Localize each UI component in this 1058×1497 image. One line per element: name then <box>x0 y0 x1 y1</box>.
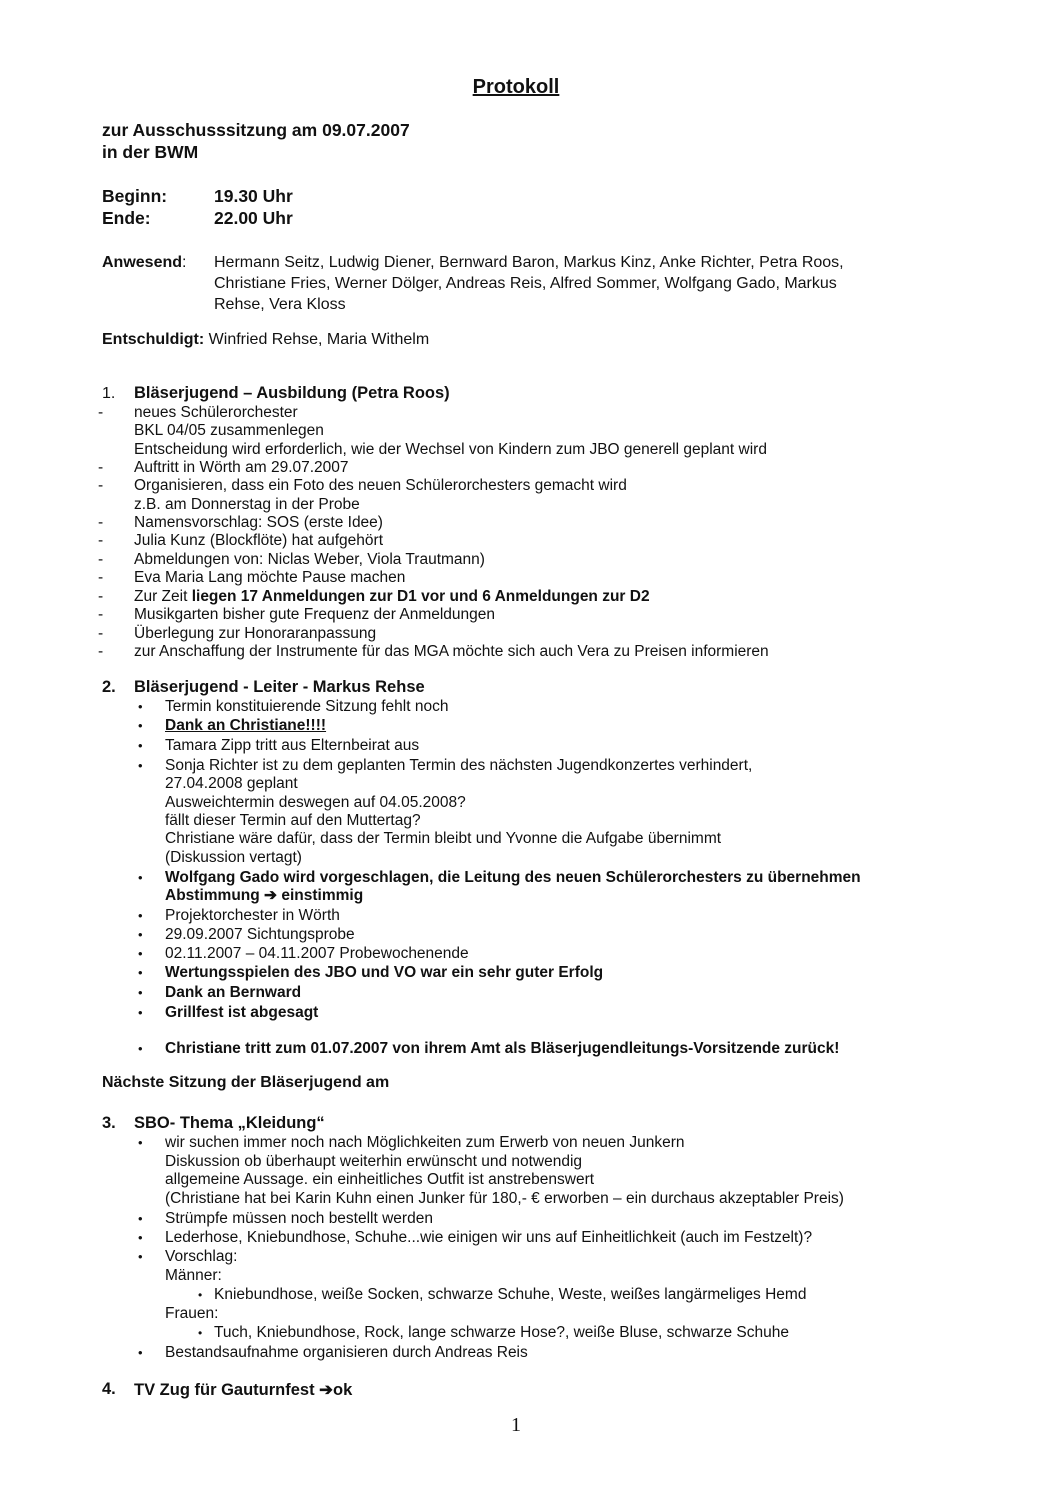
present-line: Hermann Seitz, Ludwig Diener, Bernward Baron, Markus Kinz, Anke Richter, Petra Roos, <box>214 254 844 271</box>
present-line: Rehse, Vera Kloss <box>214 296 346 313</box>
section-heading: Bläserjugend - Leiter - Markus Rehse <box>134 678 425 696</box>
begin-value: 19.30 Uhr <box>214 186 293 206</box>
section2-item: fällt dieser Termin auf den Muttertag? <box>165 812 421 829</box>
present-colon: : <box>182 254 187 271</box>
section3-item: Diskussion ob überhaupt weiterhin erwünscht und notwendig <box>165 1153 583 1170</box>
present-label-wrap <box>102 254 186 272</box>
begin-label: Beginn: <box>102 186 168 206</box>
arrow-icon: ➔ <box>264 887 278 904</box>
excused-label: Entschuldigt: <box>102 331 205 348</box>
section-heading: TV Zug für Gauturnfest ➔ok <box>134 1381 353 1399</box>
excused-value: Winfried Rehse, Maria Withelm <box>204 331 430 348</box>
arrow-icon: ➔ <box>319 1381 333 1399</box>
section-number: 3. <box>102 1114 116 1132</box>
document-title: Protokoll <box>472 76 560 98</box>
section2-item: Abstimmung ➔ einstimmig <box>165 887 364 904</box>
section-heading: Bläserjugend – Ausbildung (Petra Roos) <box>134 384 450 402</box>
section3-item: allgemeine Aussage. ein einheitliches Outfit ist anstrebenswert <box>165 1171 595 1188</box>
document-page: Protokoll zur Ausschusssitzung am 09.07.2007 in der BWM Beginn: 19.30 Uhr Ende: 22.00 Uhr Anwesend: Hermann Seitz, Ludwig Diener, Bernward Baron, Markus Kinz, Anke Richter, Petra Roos, Christiane Fries, Werner Dölger, Andreas Reis, Alfred Sommer, Wolfgang Gado, Markus Rehse, Vera Kloss Entschuldigt: Winfried Rehse, Maria Withelm 1. Bläserjugend – Ausbildung (Petra Roos) - neues Schülerorchester BKL 04/05 zusammenlegen Entscheidung wird erforderlich, wie der Wechsel von Kindern zum JBO generell geplant wird - Auftritt in Wörth am 29.07.2007 - Organisieren, dass ein Foto des neuen Schülerorchesters gemacht wird z.B. am Donnerstag in der Probe - Namensvorschlag: SOS (erste Idee) - Julia Kunz (Blockflöte) hat aufgehört - Abmeldungen von: Niclas Weber, Viola Trautmann) - Eva Maria Lang möchte Pause machen - Zur Zeit liegen 17 Anmeldungen zur D1 vor und 6 Anmeldungen zur D2 - Musikgarten bisher gute Frequenz der Anmeldungen - Überlegung zur Honoraranpassung - zur Anschaffung der Instrumente für das MGA möchte sich auch Vera zu Preisen informieren 2. Bläserjugend - Leiter - Markus Rehse • Termin konstituierende Sitzung fehlt noch • Dank an Christiane!!!! • Tamara Zipp tritt aus Elternbeirat aus • Sonja Richter ist zu dem geplanten Termin des nächsten Jugendkonzertes verhindert, 27.04.2008 geplant Ausweichtermin deswegen auf 04.05.2008? fällt dieser Termin auf den Muttertag? Christiane wäre dafür, dass der Termin bleibt und Yvonne die Aufgabe übernimmt (Diskussion vertagt) • Wolfgang Gado wird vorgeschlagen, die Leitung des neuen Schülerorchesters zu übernehmen Abstimmung ➔ einstimmig • Projektorchester in Wörth • 29.09.2007 Sichtungsprobe • 02.11.2007 – 04.11.2007 Probewochenende • Wertungsspielen des JBO und VO war ein sehr guter Erfolg • Dank an Bernward • Grillfest ist abgesagt • Christiane tritt zum 01.07.2007 von ihrem Amt als Bläserjugendleitungs-Vorsitzende zurück! Nächste Sitzung der Bläserjugend am 3. SBO- Thema „Kleidung“ • wir suchen immer noch nach Möglichkeiten zum Erwerb von neuen Junkern Diskussion ob überhaupt weiterhin erwünscht und notwendig allgemeine Aussage. ein einheitliches Outfit ist anstrebenswert (Christiane hat bei Karin Kuhn einen Junker für 180,- € erworben – ein durchaus akzeptabler Preis) • Strümpfe müssen noch bestellt werden • Lederhose, Kniebundhose, Schuhe...wie einigen wir uns auf Einheitlichkeit (auch im Festzelt)? • Vorschlag: Männer: • Kniebundhose, weiße Socken, schwarze Schuhe, Weste, weißes langärmeliges Hemd Frauen: • Tuch, Kniebundhose, Rock, lange schwarze Hose?, weiße Bluse, schwarze Schuhe • Bestandsaufnahme organisieren durch Andreas Reis 4. TV Zug für Gauturnfest ➔ok 1 <box>0 0 1058 1497</box>
present-label: Anwesend <box>102 254 183 271</box>
section2-item: 27.04.2008 geplant <box>165 775 298 792</box>
next-meeting: Nächste Sitzung der Bläserjugend am <box>102 1074 390 1091</box>
section2-item: Christiane wäre dafür, dass der Termin bleibt und Yvonne die Aufgabe übernimmt <box>165 830 722 847</box>
end-value: 22.00 Uhr <box>214 208 293 228</box>
section2-item: (Diskussion vertagt) <box>165 849 302 866</box>
section-number: 4. <box>102 1380 116 1398</box>
section-heading: SBO- Thema „Kleidung“ <box>134 1114 325 1132</box>
present-line: Christiane Fries, Werner Dölger, Andreas Reis, Alfred Sommer, Wolfgang Gado, Markus <box>214 275 837 292</box>
location-line: in der BWM <box>102 142 199 162</box>
section3-item: Frauen: <box>165 1305 219 1322</box>
section-number: 1. <box>102 385 116 402</box>
section3-item: Männer: <box>165 1267 222 1284</box>
section3-item: (Christiane hat bei Karin Kuhn einen Junker für 180,- € erworben – ein durchaus akzeptabler Preis) <box>165 1190 844 1207</box>
section2-item: Ausweichtermin deswegen auf 04.05.2008? <box>165 794 466 811</box>
page-number: 1 <box>511 1414 521 1436</box>
meeting-line: zur Ausschusssitzung am 09.07.2007 <box>102 120 410 140</box>
excused-line <box>102 331 429 349</box>
section-number: 2. <box>102 678 116 696</box>
end-label: Ende: <box>102 208 151 228</box>
